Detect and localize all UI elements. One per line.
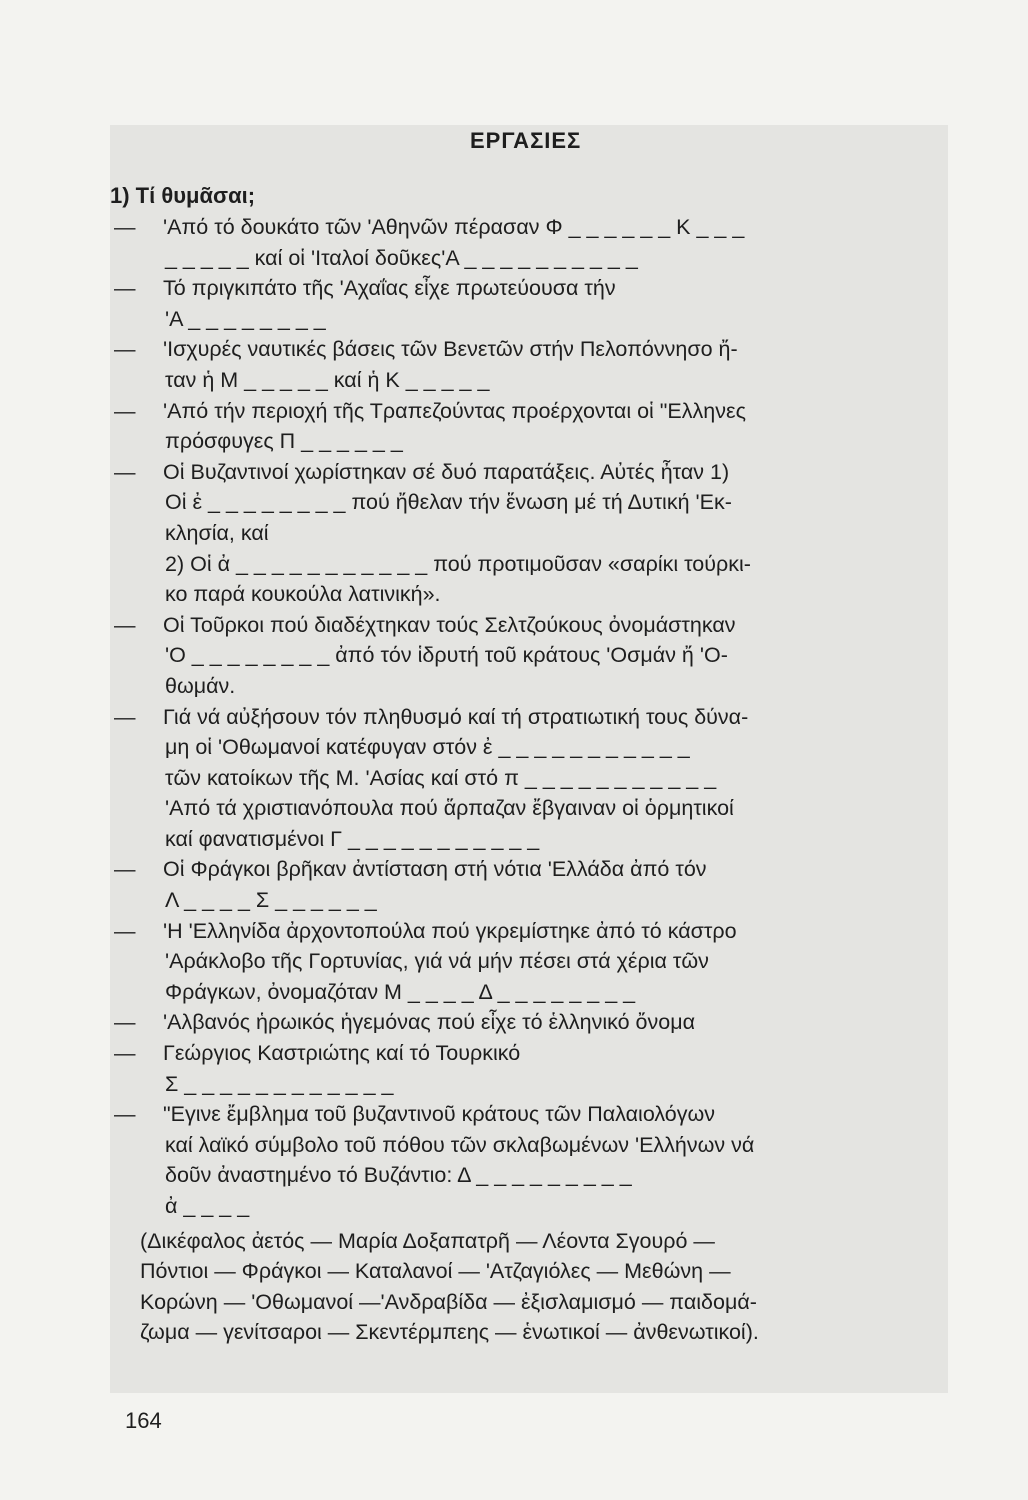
item-line: δοῦν ἀναστημένο τό Βυζάντιο: Δ _ _ _ _ _ _ _ _ _: [165, 1163, 632, 1188]
item-line: Γεώργιος Καστριώτης καί τό Τουρκικό: [163, 1041, 521, 1066]
page-title: ΕΡΓΑΣΙΕΣ: [470, 128, 582, 153]
exercise-item: [110, 1038, 945, 1099]
exercise-item: [110, 334, 945, 395]
item-dash: —: [114, 612, 136, 637]
item-line: 'Αλβανός ἡρωικός ἡγεμόνας πού εἶχε τό ἑλληνικό ὄνομα: [163, 1010, 696, 1035]
item-dash: —: [114, 704, 136, 729]
answer-options: [110, 1226, 945, 1348]
item-line: ταν ἡ Μ _ _ _ _ _ καί ἡ Κ _ _ _ _ _: [165, 367, 490, 392]
exercise-item: [110, 1099, 945, 1221]
item-line: κλησία, καί: [165, 520, 269, 545]
exercise-item: [110, 1007, 945, 1038]
item-line: Λ _ _ _ _ Σ _ _ _ _ _ _: [165, 888, 377, 913]
exercise-item: [110, 610, 945, 702]
exercise-item: [110, 212, 945, 273]
item-line: "Εγινε ἔμβλημα τοῦ βυζαντινοῦ κράτους τῶν Παλαιολόγων: [163, 1102, 716, 1127]
item-line: 2) Οἱ ἀ _ _ _ _ _ _ _ _ _ _ _ πού προτιμοῦσαν «σαρίκι τούρκι-: [165, 551, 751, 576]
page-number: 164: [125, 1408, 162, 1433]
item-line: Οἱ ἐ _ _ _ _ _ _ _ _ πού ἤθελαν τήν ἕνωση μέ τή Δυτική 'Εκ-: [165, 490, 732, 515]
options-line: Κορώνη — 'Οθωμανοί —'Ανδραβίδα — ἐξισλαμισμό — παιδομά-: [140, 1289, 757, 1314]
item-dash: —: [114, 337, 136, 362]
item-line: Σ _ _ _ _ _ _ _ _ _ _ _ _: [165, 1071, 394, 1096]
item-line: 'Η 'Ελληνίδα ἀρχοντοπούλα πού γκρεμίστηκε ἀπό τό κάστρο: [163, 918, 737, 943]
exercise-content: [110, 182, 945, 1348]
item-line: θωμάν.: [165, 673, 236, 698]
item-dash: —: [114, 398, 136, 423]
exercise-item: [110, 396, 945, 457]
exercise-item: [110, 916, 945, 1008]
item-line: ἀ _ _ _ _: [165, 1194, 250, 1218]
item-line: Γιά νά αὐξήσουν τόν πληθυσμό καί τή στρατιωτική τους δύνα-: [163, 704, 749, 729]
item-line: Οἱ Βυζαντινοί χωρίστηκαν σέ δυό παρατάξεις. Αὐτές ἦταν 1): [163, 459, 730, 484]
item-dash: —: [114, 1010, 136, 1035]
item-line: 'Από τό δουκάτο τῶν 'Αθηνῶν πέρασαν Φ _ _ _ _ _ _ Κ _ _ _: [163, 215, 745, 239]
question-heading: 1) Τί θυμᾶσαι;: [110, 183, 256, 208]
item-line: τῶν κατοίκων τῆς Μ. 'Ασίας καί στό π _ _ _ _ _ _ _ _ _ _ _: [165, 765, 717, 790]
item-dash: —: [114, 215, 136, 239]
item-dash: —: [114, 459, 136, 484]
item-line: 'Αράκλοβο τῆς Γορτυνίας, γιά νά μήν πέσει στά χέρια τῶν: [165, 949, 709, 974]
item-line: Οἱ Τοῦρκοι πού διαδέχτηκαν τούς Σελτζούκους ὀνομάστηκαν: [163, 612, 736, 637]
item-line: καί λαϊκό σύμβολο τοῦ πόθου τῶν σκλαβωμένων 'Ελλήνων νά: [165, 1132, 755, 1157]
item-line: 'Από τήν περιοχή τῆς Τραπεζούντας προέρχονται οἱ "Ελληνες: [163, 398, 746, 423]
item-line: κο παρά κουκούλα λατινική».: [165, 582, 441, 607]
item-line: 'Ισχυρές ναυτικές βάσεις τῶν Βενετῶν στήν Πελοπόννησο ἤ-: [163, 337, 738, 362]
item-dash: —: [114, 276, 136, 301]
item-line: 'Α _ _ _ _ _ _ _ _: [165, 306, 326, 331]
options-line: (Δικέφαλος ἀετός — Μαρία Δοξαπατρῆ — Λέοντα Σγουρό —: [140, 1228, 715, 1253]
options-line: ζωμα — γενίτσαροι — Σκεντέρμπεης — ἑνωτικοί — ἀνθενωτικοί).: [140, 1320, 759, 1345]
item-line: Τό πριγκιπάτο τῆς 'Αχαΐας εἶχε πρωτεύουσα τήν: [163, 276, 616, 301]
exercise-item: [110, 273, 945, 334]
item-line: 'Από τά χριστιανόπουλα πού ἅρπαζαν ἔβγαιναν οἱ ὁρμητικοί: [165, 796, 734, 821]
exercise-item: [110, 854, 945, 915]
exercise-item: [110, 457, 945, 610]
item-dash: —: [114, 1102, 136, 1127]
item-dash: —: [114, 857, 136, 882]
item-line: μη οἱ 'Οθωμανοί κατέφυγαν στόν ἐ _ _ _ _ _ _ _ _ _ _ _: [165, 735, 690, 760]
item-line: καί φανατισμένοι Γ _ _ _ _ _ _ _ _ _ _ _: [165, 826, 540, 851]
item-line: _ _ _ _ _ καί οἱ 'Ιταλοί δοῦκες'Α _ _ _ _ _ _ _ _ _ _: [165, 245, 638, 270]
item-line: 'Ο _ _ _ _ _ _ _ _ ἀπό τόν ἱδρυτή τοῦ κράτους 'Οσμάν ἤ 'Ο-: [165, 643, 728, 668]
item-line: πρόσφυγες Π _ _ _ _ _ _: [165, 429, 403, 454]
item-line: Φράγκων, ὀνομαζόταν Μ _ _ _ _ Δ _ _ _ _ _ _ _ _: [165, 979, 636, 1004]
options-line: Πόντιοι — Φράγκοι — Καταλανοί — 'Ατζαγιόλες — Μεθώνη —: [140, 1259, 731, 1284]
item-dash: —: [114, 1041, 136, 1066]
exercise-item: [110, 702, 945, 855]
item-line: Οἱ Φράγκοι βρῆκαν ἀντίσταση στή νότια 'Ελλάδα ἀπό τόν: [163, 857, 707, 882]
item-dash: —: [114, 918, 136, 943]
